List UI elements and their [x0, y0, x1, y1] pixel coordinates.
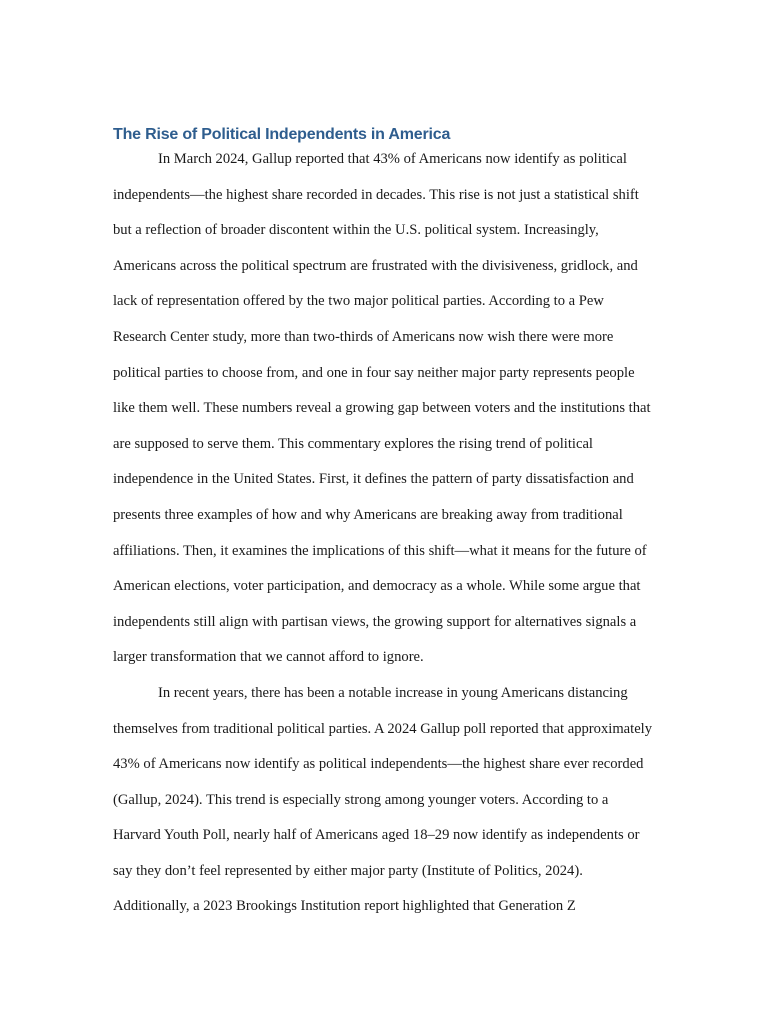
- paragraph-2: In recent years, there has been a notable increase in young Americans distancing themselves from traditional political parties. A 2024 Gallup poll reported that approximately 43% of Americans now identify as political independents—the highest share ever recorded (Gallup, 2024). This trend is especially strong among younger voters. According to a Harvard Youth Poll, nearly half of Americans aged 18–29 now identify as independents or say they don’t feel represented by either major party (Institute of Politics, 2024). Additionally, a 2023 Brookings Institution report highlighted that Generation Z: [113, 684, 653, 915]
- paragraph-1: In March 2024, Gallup reported that 43% of Americans now identify as political independents—the highest share recorded in decades. This rise is not just a statistical shift but a reflection of broader discontent within the U.S. political system. Increasingly, Americans across the political spectrum are frustrated with the divisiveness, gridlock, and lack of representation offered by the two major political parties. According to a Pew Research Center study, more than two-thirds of Americans now wish there were more political parties to choose from, and one in four say neither major party represents people like them well. These numbers reveal a growing gap between voters and the institutions that are supposed to serve them. This commentary explores the rising trend of political independence in the United States. First, it defines the pattern of party dissatisfaction and presents three examples of how and why Americans are breaking away from traditional affiliations. Then, it examines the implications of this shift—what it means for the future of American elections, voter participation, and democracy as a whole. While some argue that independents still align with partisan views, the growing support for alternatives signals a larger transformation that we cannot afford to ignore.: [113, 151, 651, 666]
- document-title: The Rise of Political Independents in America: [113, 126, 451, 143]
- document-page: [113, 124, 658, 925]
